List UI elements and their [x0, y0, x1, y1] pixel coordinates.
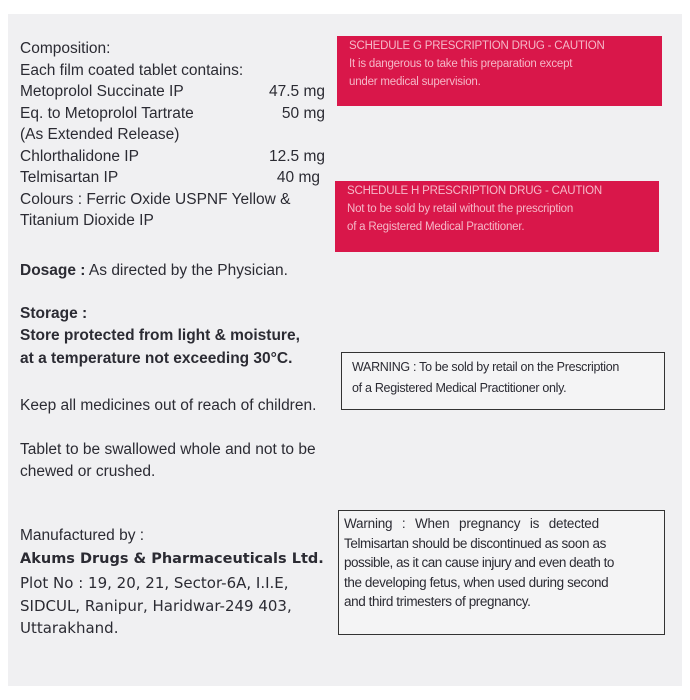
- keep-out-of-reach-text: Keep all medicines out of reach of children.: [20, 397, 317, 414]
- ingredient-amount: 50 mg: [281, 104, 325, 122]
- schedule-g-line: It is dangerous to take this preparation except: [349, 58, 573, 70]
- storage-heading: Storage :: [20, 305, 88, 322]
- schedule-g-caution-box: [337, 36, 662, 106]
- dosage-label: Dosage :: [20, 262, 86, 279]
- ingredient-name: Eq. to Metoprolol Tartrate: [20, 104, 194, 122]
- ingredient-amount: 47.5 mg: [268, 83, 325, 100]
- dosage-text: As directed by the Physician.: [85, 262, 288, 279]
- manufacturer-heading: Manufactured by :: [20, 527, 145, 544]
- retail-warning-line: of a Registered Medical Practitioner only.: [352, 381, 567, 395]
- manufacturer-address: Uttarakhand.: [20, 619, 119, 637]
- swallow-line: Tablet to be swallowed whole and not to be: [20, 441, 316, 458]
- ingredient-name: Chlorthalidone IP: [20, 147, 139, 165]
- pregnancy-warning-box: [338, 510, 665, 635]
- ingredient-amount: 40 mg: [276, 169, 320, 186]
- pregnancy-warning-line: possible, as it can cause injury and even death to: [344, 555, 614, 570]
- manufacturer-address: SIDCUL, Ranipur, Haridwar-249 403,: [20, 597, 292, 615]
- retail-warning-box: [341, 352, 665, 410]
- swallow-line: chewed or crushed.: [20, 463, 156, 480]
- retail-warning-line: WARNING : To be sold by retail on the Prescription: [352, 360, 620, 374]
- pregnancy-warning-line: and third trimesters of pregnancy.: [344, 594, 531, 609]
- ingredient-row: [20, 81, 325, 103]
- colours-line: Colours : Ferric Oxide USPNF Yellow &: [20, 190, 291, 208]
- ingredient-name: Metoprolol Succinate IP: [20, 83, 184, 100]
- pregnancy-warning-line: Telmisartan should be discontinued as soon as: [344, 535, 606, 551]
- composition-heading: Composition:: [20, 40, 111, 57]
- composition-intro: Each film coated tablet contains:: [20, 61, 244, 79]
- colours-line: Titanium Dioxide IP: [20, 212, 154, 229]
- pregnancy-warning-line: Warning : When pregnancy is detected: [344, 516, 599, 531]
- ingredient-name: (As Extended Release): [20, 126, 180, 143]
- ingredient-name: Telmisartan IP: [20, 169, 119, 186]
- schedule-h-caution-box: [335, 181, 659, 252]
- schedule-h-line: of a Registered Medical Practitioner.: [347, 221, 525, 233]
- manufacturer-address: Plot No : 19, 20, 21, Sector-6A, I.I.E,: [20, 574, 289, 592]
- ingredient-row: [20, 146, 325, 168]
- ingredient-amount: 12.5 mg: [268, 147, 325, 165]
- ingredient-row: [20, 103, 325, 125]
- schedule-h-title: SCHEDULE H PRESCRIPTION DRUG - CAUTION: [347, 185, 603, 197]
- schedule-g-title: SCHEDULE G PRESCRIPTION DRUG - CAUTION: [349, 40, 605, 52]
- ingredient-row: [20, 124, 325, 146]
- pregnancy-warning-line: the developing fetus, when used during second: [344, 574, 609, 590]
- storage-line: Store protected from light & moisture,: [20, 327, 300, 344]
- manufacturer-name: Akums Drugs & Pharmaceuticals Ltd.: [20, 551, 324, 567]
- storage-line: at a temperature not exceeding 30°C.: [20, 350, 293, 367]
- schedule-h-line: Not to be sold by retail without the prescription: [347, 203, 574, 215]
- composition-section: [20, 38, 325, 232]
- ingredient-row: [20, 167, 325, 189]
- dosage-line: [20, 261, 288, 281]
- schedule-g-line: under medical supervision.: [349, 76, 481, 88]
